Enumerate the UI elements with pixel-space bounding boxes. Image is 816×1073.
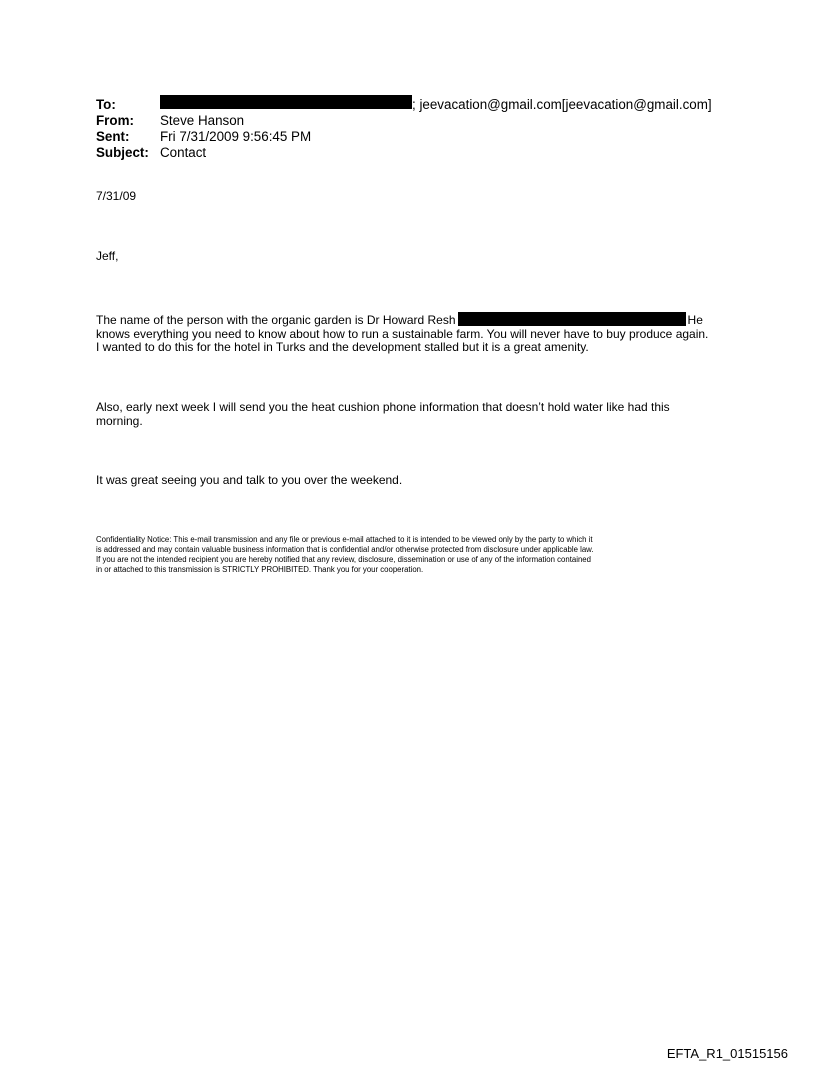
document-id: EFTA_R1_01515156 xyxy=(666,1046,788,1061)
redaction-block xyxy=(160,95,412,109)
sent-value: Fri 7/31/2009 9:56:45 PM xyxy=(160,129,312,144)
para1-rest-text: knows everything you need to know about how to run a sustainable farm. You will never have to buy produce again. I wanted to do this for the hotel in Turks and the development stalled but it is a great amenity. xyxy=(96,326,709,354)
to-value: ; jeevacation@gmail.com[jeevacation@gmail.com] xyxy=(412,97,712,112)
sent-label: Sent: xyxy=(96,129,130,144)
confidentiality-notice: Confidentiality Notice: This e-mail transmission and any file or previous e-mail attached to it is intended to be viewed only by the party to which it is addressed and may contain valuable business information that is confidential and/or otherwise protected from disclosure under applicable law. If you are not the intended recipient you are hereby notified that any review, disclosure, dissemination or use of any of the information contained in or attached to this transmission is STRICTLY PROHIBITED. Thank you for your cooperation. xyxy=(96,535,594,574)
subject-row xyxy=(96,145,712,161)
subject-value: Contact xyxy=(160,145,207,160)
para1-he-text: He xyxy=(687,313,703,327)
redaction-block xyxy=(458,312,686,326)
from-label: From: xyxy=(96,113,134,128)
body-paragraph-2: Also, early next week I will send you the heat cushion phone information that doesn’t hold water like had this morning. xyxy=(96,400,670,428)
from-row xyxy=(96,113,712,129)
to-label: To: xyxy=(96,97,116,112)
salutation: Jeff, xyxy=(96,249,119,263)
body-paragraph-3: It was great seeing you and talk to you over the weekend. xyxy=(96,473,403,487)
subject-label: Subject: xyxy=(96,145,149,160)
from-value: Steve Hanson xyxy=(160,113,245,128)
para1-start-text: The name of the person with the organic garden is Dr Howard Resh xyxy=(96,313,456,327)
email-header xyxy=(96,95,712,161)
to-row xyxy=(96,95,712,113)
body-date: 7/31/09 xyxy=(96,189,137,203)
sent-row xyxy=(96,129,712,145)
body-paragraph-1 xyxy=(96,312,736,355)
